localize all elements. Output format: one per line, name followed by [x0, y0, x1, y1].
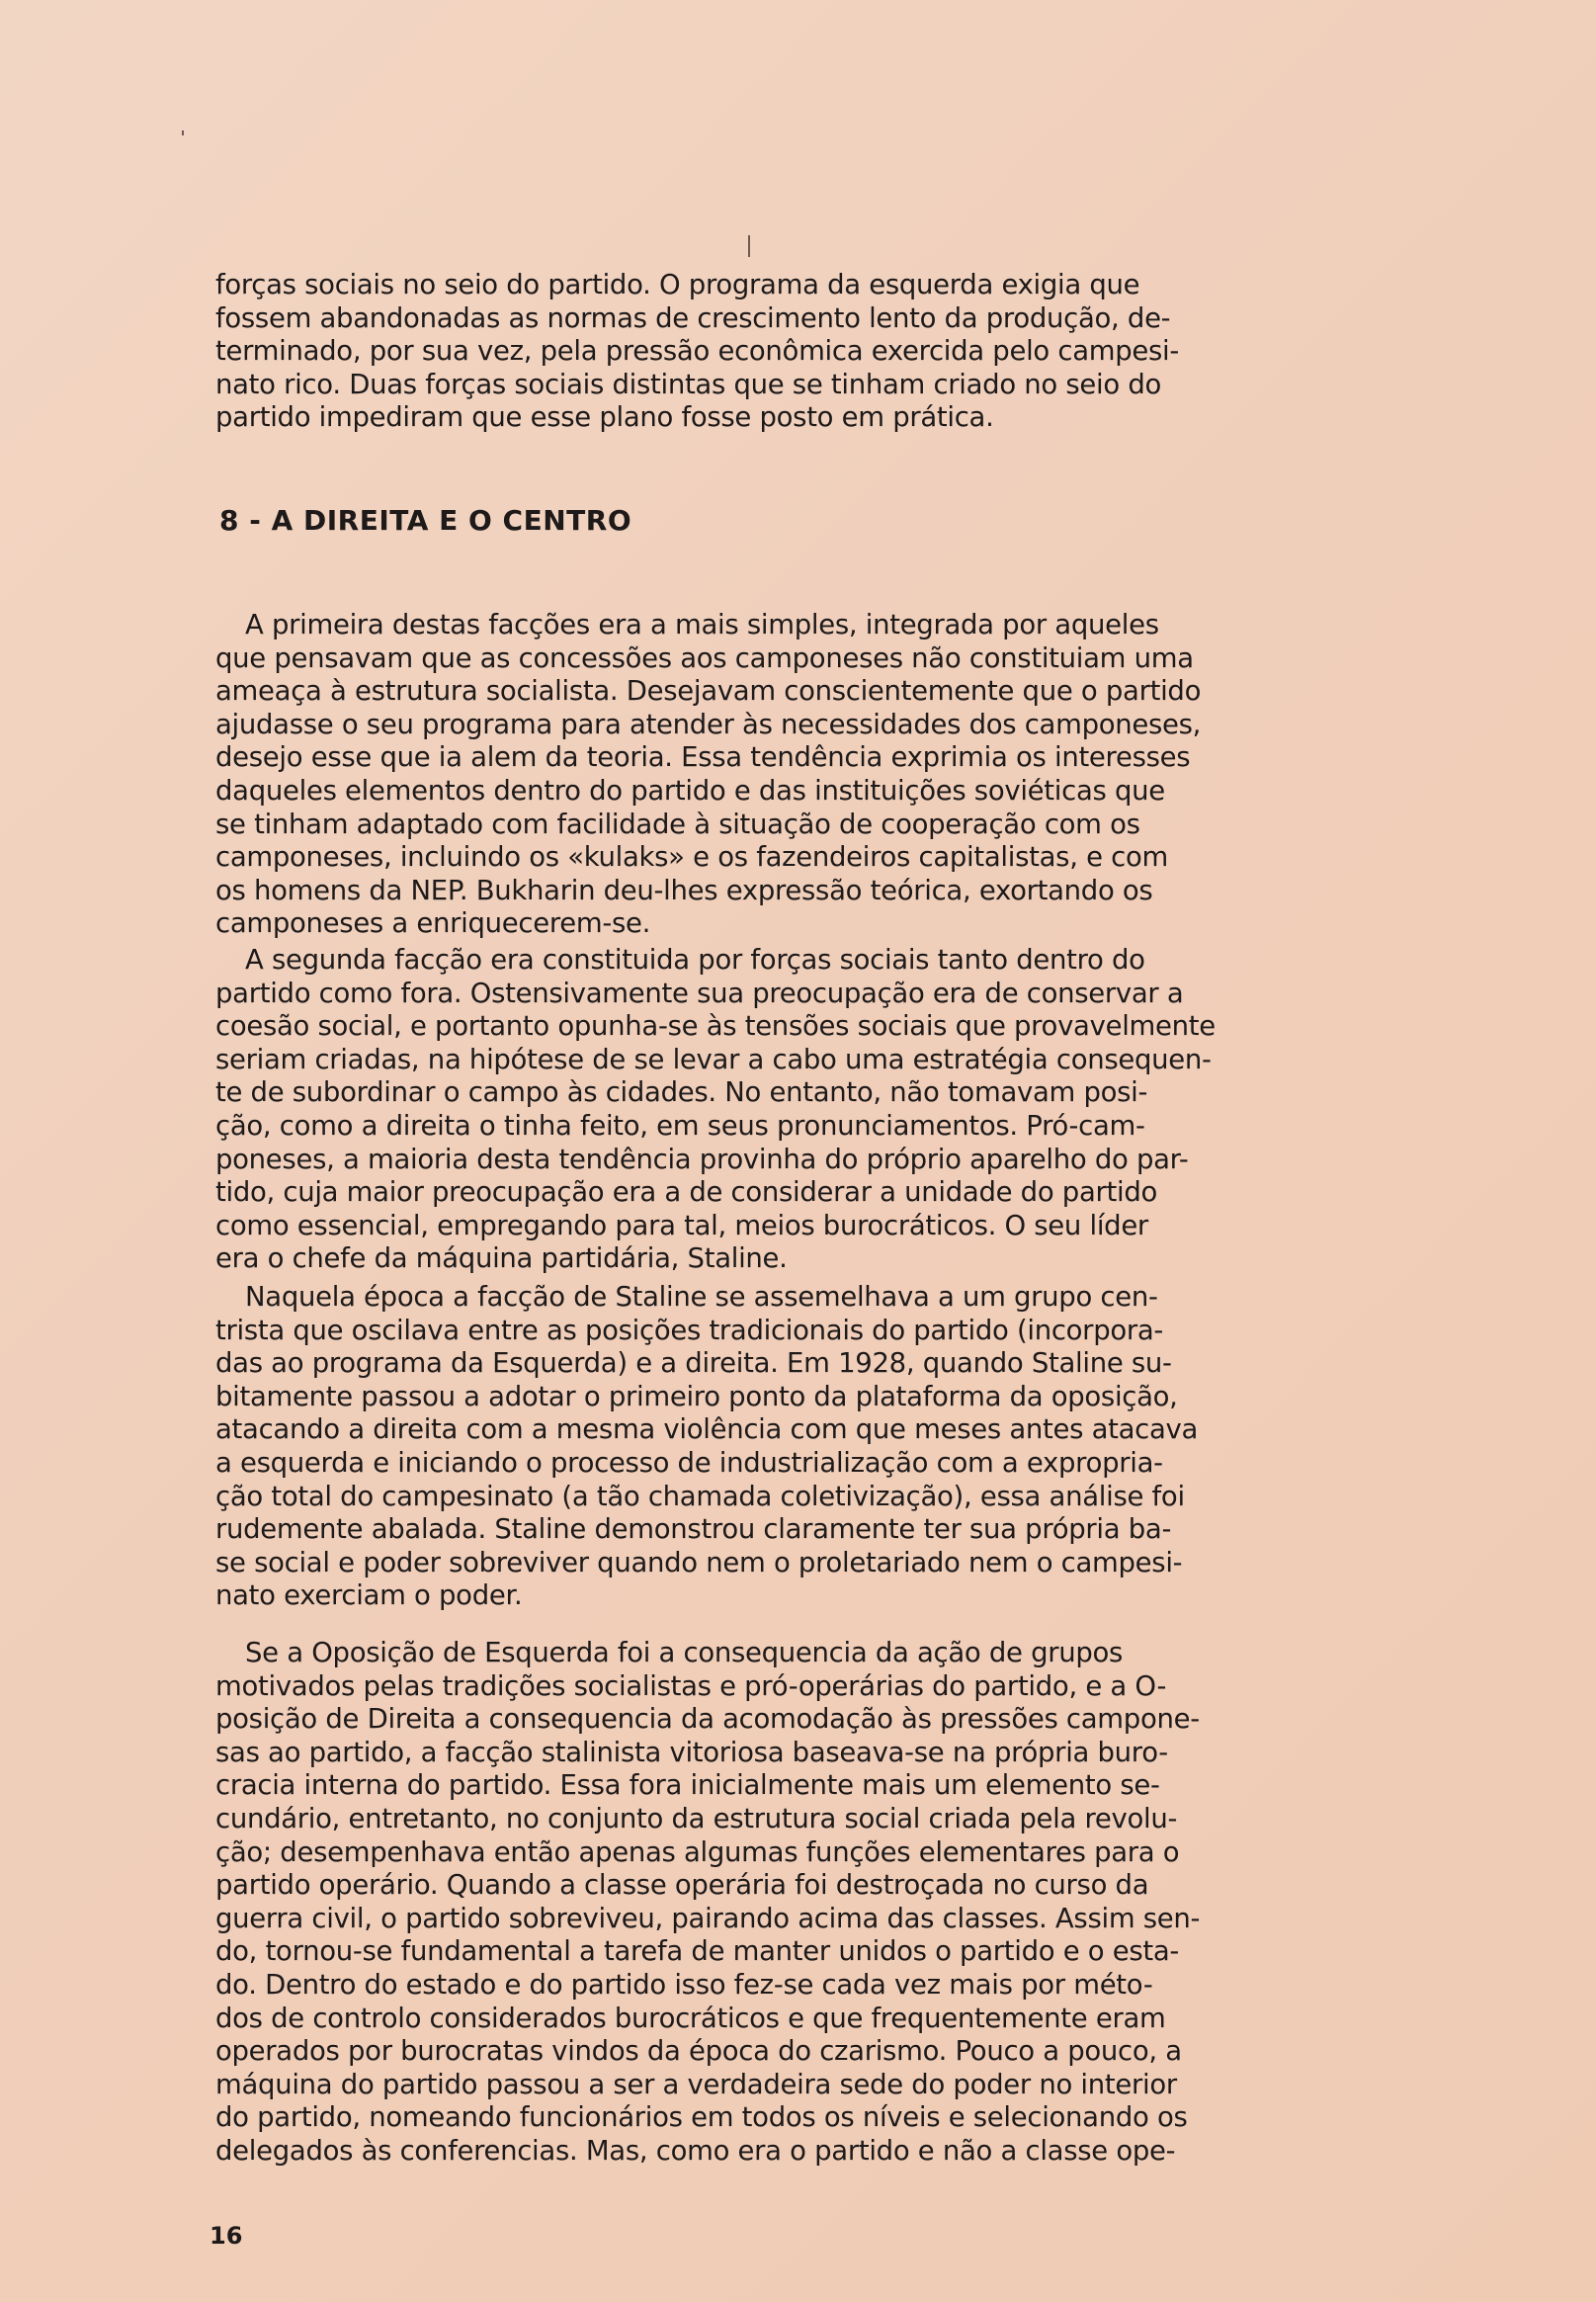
text-line: ção; desempenhava então apenas algumas funções elementares para o — [215, 1835, 1180, 1868]
text-line: rudemente abalada. Staline demonstrou claramente ter sua própria ba- — [215, 1513, 1172, 1546]
text-line: Se a Oposição de Esquerda foi a consequencia da ação de grupos — [245, 1637, 1124, 1668]
text-line: bitamente passou a adotar o primeiro ponto da plataforma da oposição, — [215, 1380, 1178, 1412]
text-line: camponeses, incluindo os «kulaks» e os fazendeiros capitalistas, e com — [215, 841, 1168, 874]
text-line: do, tornou-se fundamental a tarefa de manter unidos o partido e o esta- — [215, 1935, 1180, 1968]
text-line: A primeira destas facções era a mais simples, integrada por aqueles — [245, 609, 1159, 640]
text-line: máquina do partido passou a ser a verdadeira sede do poder no interior — [215, 2068, 1177, 2100]
text-line: fossem abandonadas as normas de crescimento lento da produção, de- — [215, 301, 1171, 334]
text-line: ajudasse o seu programa para atender às necessidades dos camponeses, — [215, 708, 1202, 740]
scan-mark — [182, 130, 184, 135]
text-line: operados por burocratas vindos da época do czarismo. Pouco a pouco, a — [215, 2035, 1182, 2068]
text-line: poneses, a maioria desta tendência provinha do próprio aparelho do par- — [215, 1143, 1189, 1175]
text-line: sas ao partido, a facção stalinista vitoriosa baseava-se na própria buro- — [215, 1736, 1168, 1768]
text-line: delegados às conferencias. Mas, como era o partido e não a classe ope- — [215, 2134, 1176, 2167]
text-line: cracia interna do partido. Essa fora inicialmente mais um elemento se- — [215, 1769, 1160, 1802]
text-line: motivados pelas tradições socialistas e pró-operárias do partido, e a O- — [215, 1669, 1167, 1702]
text-line: ameaça à estrutura socialista. Desejavam conscientemente que o partido — [215, 675, 1202, 708]
text-line: do. Dentro do estado e do partido isso fez-se cada vez mais por méto- — [215, 1968, 1153, 2001]
paragraph — [215, 1637, 1293, 2169]
text-line: a esquerda e iniciando o processo de industrialização com a expropria- — [215, 1446, 1163, 1479]
text-line: Naquela época a facção de Staline se assemelhava a um grupo cen- — [245, 1281, 1158, 1313]
text-line: forças sociais no seio do partido. O programa da esquerda exigia que — [215, 269, 1140, 300]
text-line: A segunda facção era constituida por forças sociais tanto dentro do — [245, 944, 1145, 976]
text-line: como essencial, empregando para tal, meios burocráticos. O seu líder — [215, 1209, 1148, 1241]
paragraph — [215, 944, 1293, 1276]
paragraph — [215, 609, 1293, 941]
text-line: ção total do campesinato (a tão chamada coletivização), essa análise foi — [215, 1480, 1185, 1512]
text-line: seriam criadas, na hipótese de se levar a cabo uma estratégia consequen- — [215, 1043, 1212, 1075]
text-line: posição de Direita a consequencia da acomodação às pressões campone- — [215, 1703, 1200, 1736]
text-line: os homens da NEP. Bukharin deu-lhes expressão teórica, exortando os — [215, 874, 1153, 906]
text-line: partido como fora. Ostensivamente sua preocupação era de conservar a — [215, 977, 1184, 1009]
text-line: coesão social, e portanto opunha-se às tensões sociais que provavelmente — [215, 1010, 1216, 1043]
text-line: tido, cuja maior preocupação era a de considerar a unidade do partido — [215, 1176, 1158, 1209]
text-line: dos de controlo considerados burocráticos e que frequentemente eram — [215, 2002, 1166, 2034]
text-line: do partido, nomeando funcionários em todos os níveis e selecionando os — [215, 2101, 1188, 2134]
text-line: atacando a direita com a mesma violência com que meses antes atacava — [215, 1413, 1199, 1446]
text-line: nato rico. Duas forças sociais distintas que se tinham criado no seio do — [215, 368, 1162, 400]
text-line: cundário, entretanto, no conjunto da estrutura social criada pela revolu- — [215, 1802, 1178, 1834]
text-line: se tinham adaptado com facilidade à situação de cooperação com os — [215, 808, 1140, 840]
scan-mark — [748, 235, 750, 257]
text-line: ção, como a direita o tinha feito, em seus pronunciamentos. Pró-cam- — [215, 1109, 1145, 1142]
section-heading: 8 - A DIREITA E O CENTRO — [219, 504, 632, 537]
text-line: nato exerciam o poder. — [215, 1579, 523, 1612]
text-line: que pensavam que as concessões aos camponeses não constituiam uma — [215, 641, 1194, 674]
intro-paragraph — [215, 269, 1293, 435]
page-number: 16 — [210, 2222, 243, 2250]
text-line: partido operário. Quando a classe operária foi destroçada no curso da — [215, 1869, 1149, 1902]
text-line: das ao programa da Esquerda) e a direita. Em 1928, quando Staline su- — [215, 1347, 1172, 1380]
text-line: era o chefe da máquina partidária, Staline. — [215, 1242, 788, 1275]
paragraph — [215, 1281, 1293, 1613]
text-line: camponeses a enriquecerem-se. — [215, 907, 651, 940]
text-line: desejo esse que ia alem da teoria. Essa tendência exprimia os interesses — [215, 741, 1191, 774]
text-line: guerra civil, o partido sobreviveu, pairando acima das classes. Assim sen- — [215, 1902, 1201, 1934]
text-line: te de subordinar o campo às cidades. No entanto, não tomavam posi- — [215, 1076, 1148, 1109]
text-line: daqueles elementos dentro do partido e das instituições soviéticas que — [215, 774, 1165, 807]
text-line: partido impediram que esse plano fosse posto em prática. — [215, 401, 994, 434]
text-line: trista que oscilava entre as posições tradicionais do partido (incorpora- — [215, 1314, 1164, 1346]
text-line: se social e poder sobreviver quando nem o proletariado nem o campesi- — [215, 1546, 1183, 1578]
text-line: terminado, por sua vez, pela pressão econômica exercida pelo campesi- — [215, 335, 1180, 368]
